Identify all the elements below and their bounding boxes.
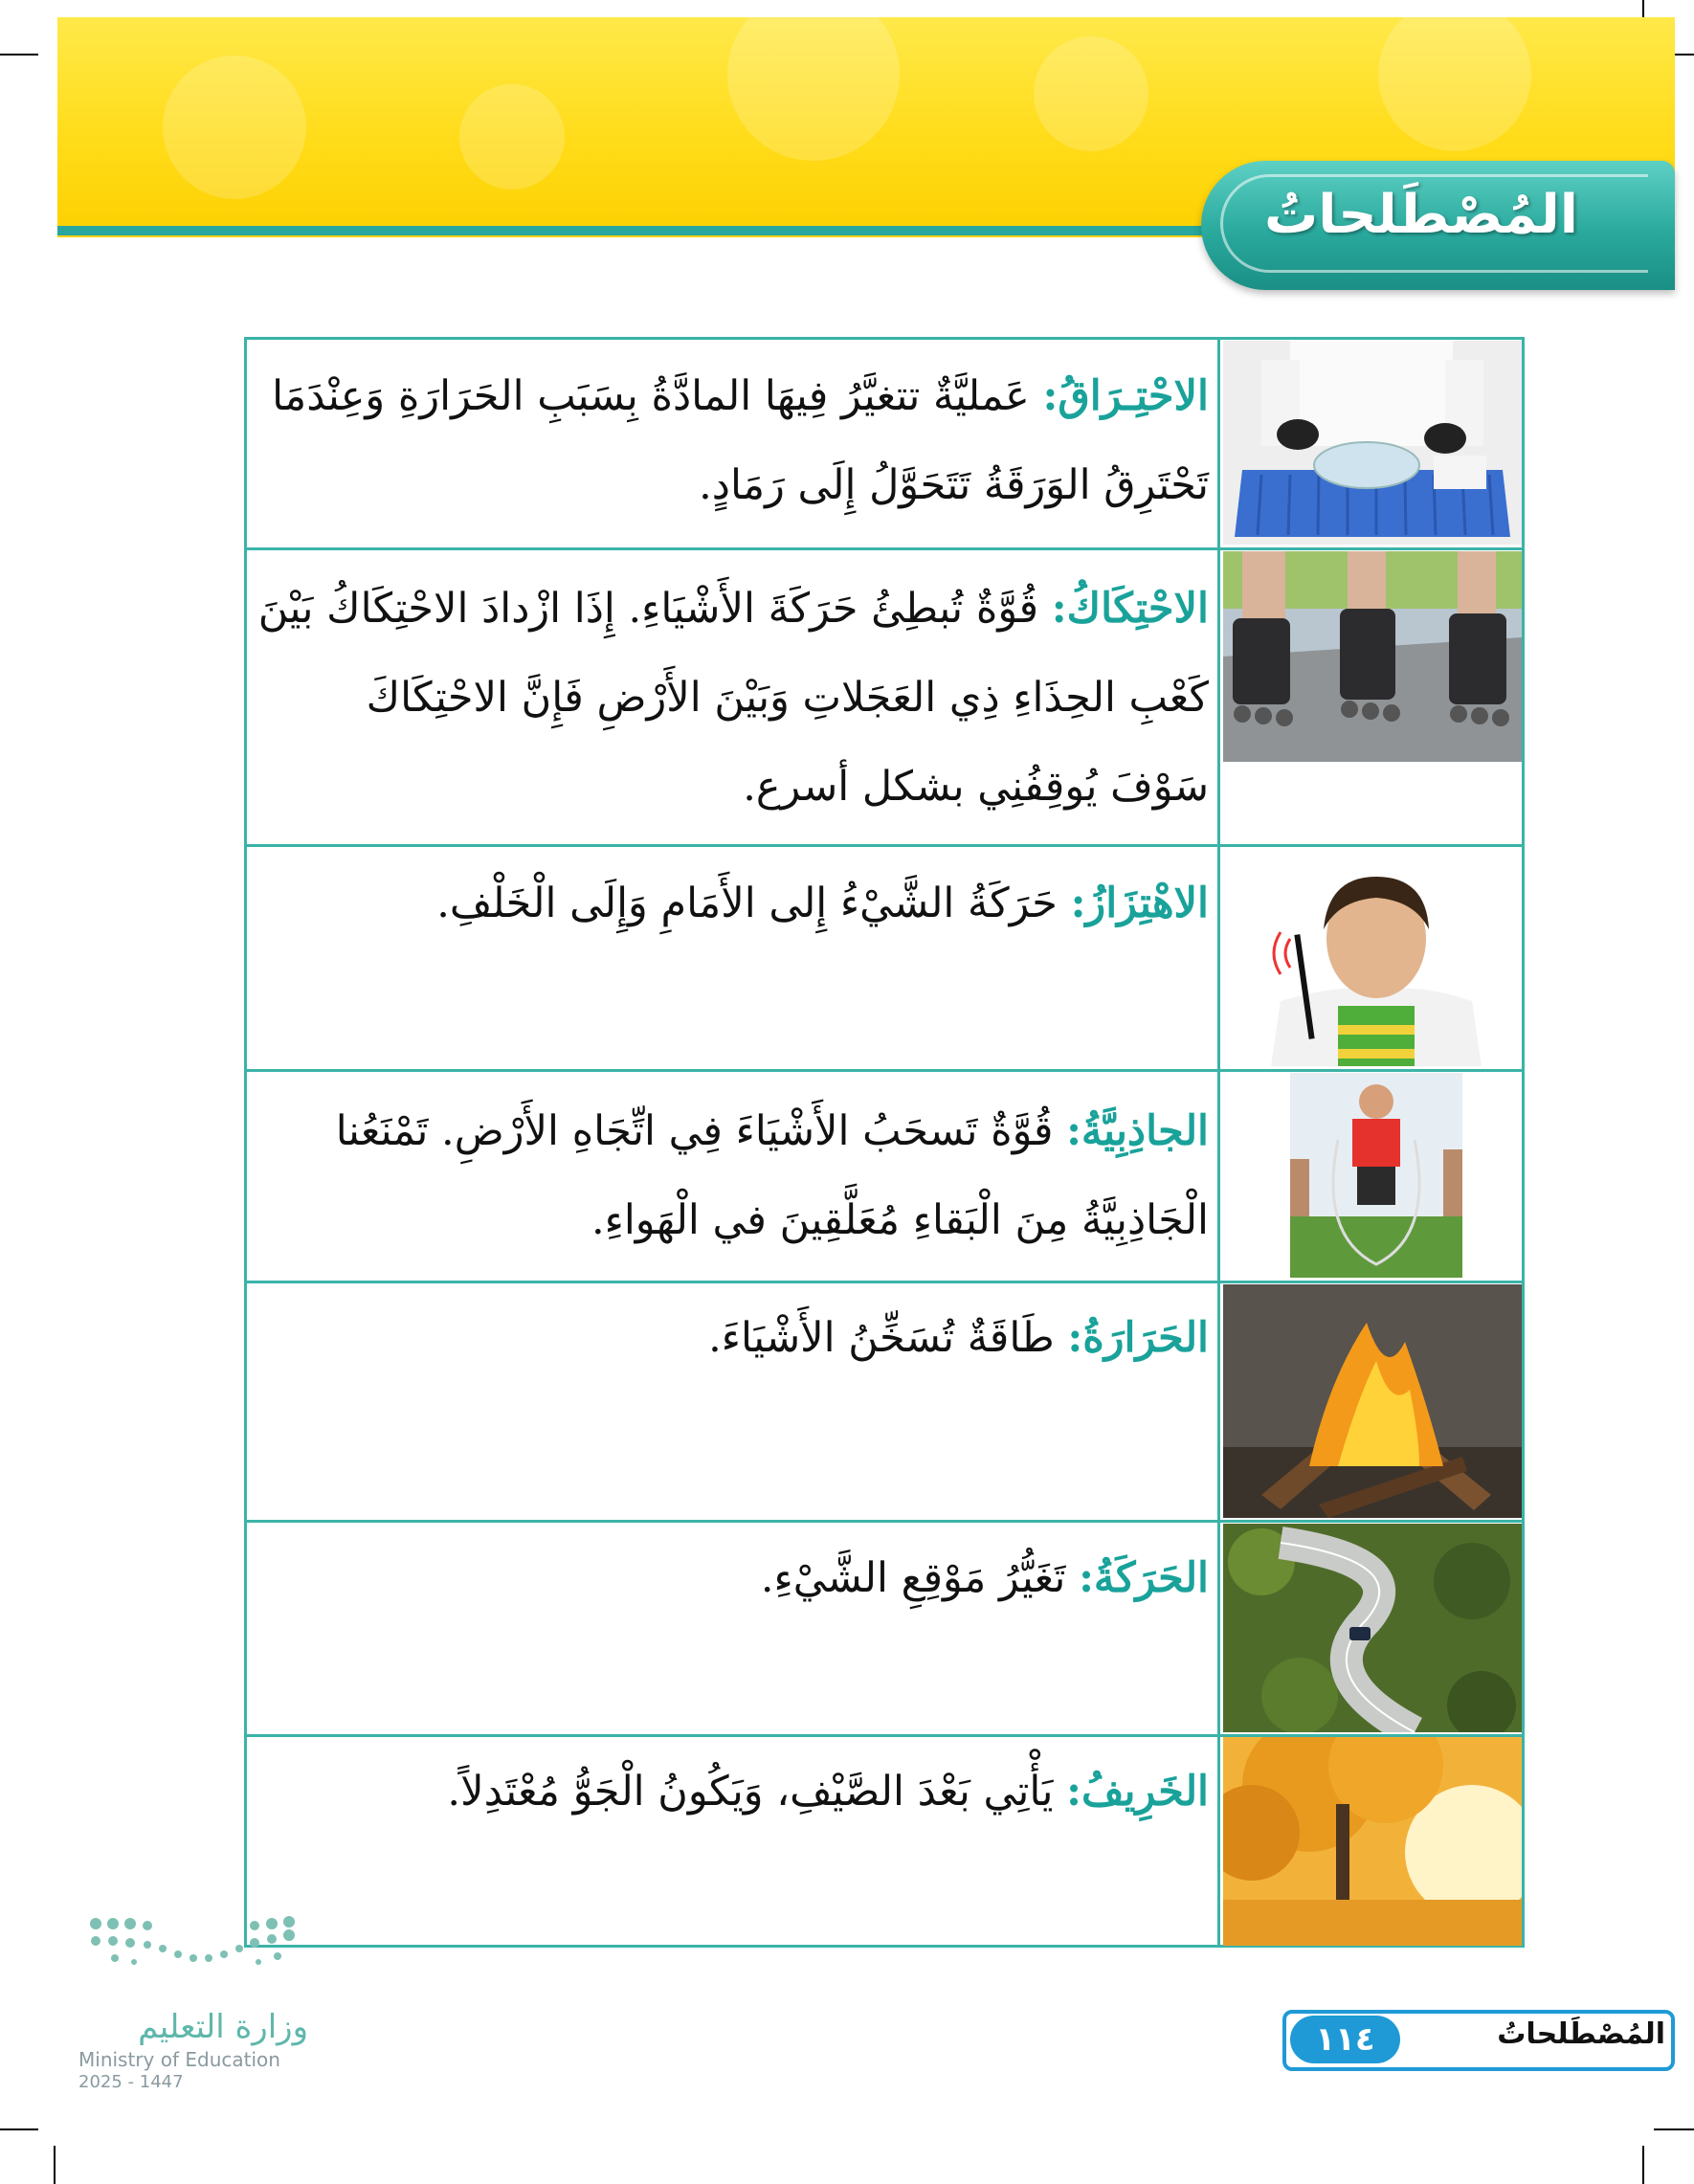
crop-mark	[54, 2146, 56, 2184]
row-divider	[244, 844, 1525, 847]
glossary-term: الحَرَكَةُ:	[1079, 1554, 1209, 1602]
crop-mark	[1654, 2128, 1694, 2130]
crop-mark	[1642, 2146, 1644, 2184]
friction-skates-photo	[1223, 551, 1522, 762]
row-divider	[244, 1520, 1525, 1523]
combustion-photo	[1223, 341, 1522, 545]
page-title: المُصْطَلحاتُ	[1263, 184, 1578, 246]
glossary-term: الاحْتِكَاكُ:	[1051, 585, 1209, 633]
banner-divider	[57, 226, 1206, 235]
glossary-definition: يَأْتِي بَعْدَ الصَّيْفِ، وَيَكُونُ الْجَوُّ مُعْتَدِلاً.	[447, 1768, 1067, 1816]
glossary-term: الجاذِبِيَّةُ:	[1066, 1107, 1209, 1155]
glossary-entry	[256, 565, 1209, 832]
glossary-definition: طَاقَةٌ تُسَخِّنُ الأَشْيَاءَ.	[708, 1314, 1068, 1362]
glossary-definition: حَرَكَةُ الشَّيْءُ إِلى الأَمَامِ وَإِلَى الْخَلْفِ.	[436, 880, 1071, 927]
glossary-entry	[256, 859, 1209, 948]
vibration-boy-photo	[1223, 848, 1522, 1066]
crop-mark	[0, 2128, 38, 2130]
glossary-term: الاحْتِـرَاقُ:	[1042, 372, 1209, 420]
row-divider	[244, 547, 1525, 550]
glossary-entry	[256, 352, 1209, 530]
footer-section-label: المُصْطَلحاتُ	[1497, 2017, 1665, 2051]
glossary-term: الحَرَارَةُ:	[1067, 1314, 1209, 1362]
ministry-name-ar: وزارة التعليم	[138, 2008, 308, 2046]
campfire-photo	[1223, 1284, 1522, 1518]
gravity-jump-photo	[1223, 1073, 1522, 1278]
glossary-definition: عَمليَّةٌ تتغيَّرُ فِيهَا المادَّةُ بِسَبَبِ الحَرَارَةِ وَعِنْدَمَا تَحْتَرِقُ الوَرَقَةُ تَتَحَوَّلُ إِلَى رَمَادٍ.	[272, 372, 1209, 509]
glossary-entry	[256, 1294, 1209, 1383]
ministry-year: 2025 - 1447	[78, 2072, 184, 2092]
row-divider	[244, 1281, 1525, 1283]
crop-mark	[0, 54, 38, 56]
winding-road-photo	[1223, 1524, 1522, 1732]
glossary-definition: تَغَيُّرُ مَوْقِعِ الشَّيْءِ.	[760, 1554, 1080, 1602]
glossary-definition: قُوَّةٌ تَسحَبُ الأَشْيَاءَ فِي اتِّجَاهِ الأَرْضِ. تَمْنَعُنا الْجَاذِبِيَّةُ مِنَ الْبَقاءِ مُعَلَّقِينَ في الْهَواءِ.	[335, 1107, 1209, 1244]
page-number: ١١٤	[1290, 2016, 1400, 2063]
glossary-entry	[256, 1534, 1209, 1623]
ministry-name-en: Ministry of Education	[78, 2048, 280, 2071]
glossary-term: الاهْتِزَازُ:	[1070, 880, 1209, 927]
autumn-tree-photo	[1223, 1737, 1522, 1946]
column-divider	[1217, 337, 1220, 1948]
row-divider	[244, 1069, 1525, 1072]
glossary-entry	[256, 1748, 1209, 1837]
ministry-logo	[86, 1914, 306, 2000]
glossary-entry	[256, 1087, 1209, 1265]
glossary-definition: قُوَّةٌ تُبطِئُ حَرَكَةَ الأَشْيَاءِ. إِذَا ازْدادَ الاحْتِكَاكُ بَيْنَ كَعْبِ الحِذَاءِ ذِي العَجَلاتِ وَبَيْنَ الأَرْضِ فَإِنَّ الاحْتِكَاكَ سَوْفَ يُوقِفُنِي بشكل أسرع.	[257, 585, 1209, 811]
glossary-term: الخَرِيفُ:	[1066, 1768, 1209, 1816]
